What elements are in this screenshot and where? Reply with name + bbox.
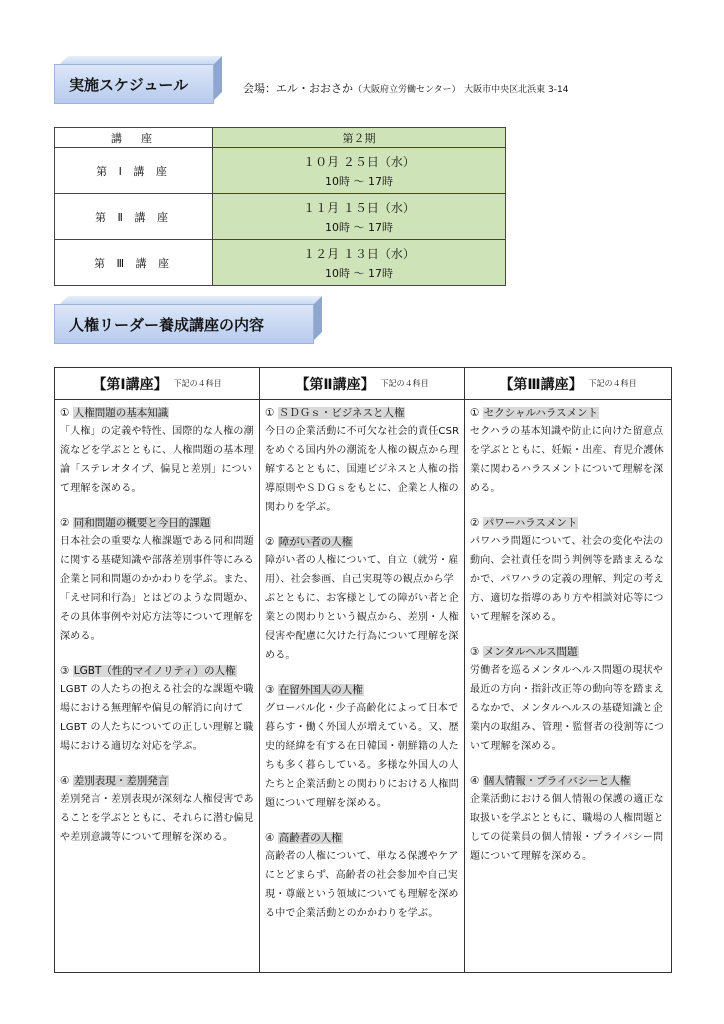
item-title: ＳＤＧｓ・ビジネスと人権 (278, 407, 405, 419)
item-title: 個人情報・プライバシーと人権 (483, 775, 631, 787)
item-description: 「人権」の定義や特性、国際的な人権の潮流などを学ぶとともに、人権問題の基本理論「ステレオタイプ、偏見と差別」について理解を深める。 (60, 426, 254, 494)
schedule-header-row (55, 128, 506, 148)
schedule-header-term: 第２期 (213, 128, 506, 148)
course-column-2 (260, 368, 465, 972)
item-number: ② (265, 536, 275, 548)
item-description: 障がい者の人権について、自立（就労・雇用）、社会参画、自己実現等の観点から学ぶとともに、お客様としての障がい者と企業との関わりという観点から、差別・人権侵害や配慮に欠けた行為について理解を深める。 (265, 555, 459, 661)
schedule-course: 第 Ⅰ 講 座 (55, 148, 213, 194)
schedule-course: 第 Ⅲ 講 座 (55, 240, 213, 286)
schedule-row (55, 240, 506, 286)
course-column-subtitle: 下記の４科目 (380, 379, 429, 388)
course-column-1 (55, 368, 260, 972)
course-item (265, 404, 460, 517)
course-item (470, 404, 667, 498)
venue-name: 会場：エル・おおさか (243, 82, 353, 95)
course-column-subtitle: 下記の４科目 (173, 379, 222, 388)
item-number: ③ (60, 665, 70, 677)
item-title: パワーハラスメント (483, 517, 578, 529)
item-description: 高齢者の人権について、単なる保護やケアにとどまらず、高齢者の社会参加や自己実現・尊厳という領域についても理解を深める中で企業活動とのかかわりを学ぶ。 (265, 851, 459, 919)
course-item (265, 681, 460, 813)
item-description: 日本社会の重要な人権課題である同和問題に関する基礎知識や部落差別事件等にみる企業と同和問題のかかわりを学ぶ。また、「えせ同和行為」とはどのような問題か、その具体事例や対応方法等について理解を深める。 (60, 536, 254, 642)
schedule-time: 10時 ～ 17時 (325, 266, 393, 280)
item-number: ① (265, 407, 275, 419)
schedule-table (54, 127, 506, 286)
course-column-title: 【第Ⅲ講座】 (499, 376, 583, 393)
course-column-title: 【第Ⅱ講座】 (295, 376, 375, 393)
content-section-title: 人権リーダー養成講座の内容 (54, 304, 314, 344)
item-number: ③ (470, 646, 480, 658)
item-description: 企業活動における個人情報の保護の適正な取扱いを学ぶとともに、職場の人権問題としての従業員の個人情報・プライバシー問題について理解を深める。 (470, 794, 664, 862)
schedule-section-title: 実施スケジュール (54, 64, 214, 104)
item-description: 差別発言・差別表現が深刻な人権侵害であることを学ぶとともに、それらに潜む偏見や差別意識等について理解を深める。 (60, 794, 254, 843)
schedule-header-course: 講 座 (55, 128, 213, 148)
schedule-course: 第 Ⅱ 講 座 (55, 194, 213, 240)
venue-info (243, 80, 568, 96)
item-number: ② (60, 517, 70, 529)
course-item (60, 662, 255, 756)
item-number: ④ (60, 775, 70, 787)
schedule-datetime (213, 194, 506, 240)
schedule-datetime (213, 240, 506, 286)
course-item (265, 533, 460, 665)
item-description: パワハラ問題について、社会の変化や法の動向、会社責任を問う判例等を踏まえるなかで、パワハラの定義の理解、判定の考え方、適切な指導のあり方や相談対応等について理解を深める。 (470, 536, 664, 623)
item-description: 今日の企業活動に不可欠な社会的責任CSRをめぐる国内外の潮流を人権の観点から理解するとともに、国連ビジネスと人権の指導原則やＳＤＧｓをもとに、企業と人権の関わりを学ぶ。 (265, 426, 460, 513)
item-number: ① (470, 407, 480, 419)
item-number: ② (470, 517, 480, 529)
schedule-date: １０月 ２５日（水） (303, 154, 415, 169)
schedule-time: 10時 ～ 17時 (325, 174, 393, 188)
course-column-header (465, 368, 671, 400)
item-description: セクハラの基本知識や防止に向けた留意点を学ぶとともに、妊娠・出産、育児介護休業に関わるハラスメントについて理解を深める。 (470, 426, 664, 494)
schedule-row (55, 148, 506, 194)
schedule-section-banner (54, 56, 222, 104)
course-item (60, 772, 255, 847)
item-number: ③ (265, 684, 275, 696)
course-item (265, 829, 460, 923)
item-title: 差別表現・差別発言 (73, 775, 169, 787)
item-title: 在留外国人の人権 (278, 684, 363, 696)
item-number: ④ (265, 832, 275, 844)
course-column-title: 【第Ⅰ講座】 (92, 376, 168, 393)
schedule-datetime (213, 148, 506, 194)
venue-detail: （大阪府立労働センター） (353, 85, 461, 95)
course-column-subtitle: 下記の４科目 (588, 379, 637, 388)
item-title: LGBT（性的マイノリティ）の人権 (73, 665, 236, 677)
item-title: 人権問題の基本知識 (73, 407, 169, 419)
course-item (470, 643, 667, 756)
item-title: メンタルヘルス問題 (483, 646, 578, 658)
item-title: 障がい者の人権 (278, 536, 353, 548)
item-description: 労働者を巡るメンタルヘルス問題の現状や最近の方向・指針改正等の動向等を踏まえるなかで、メンタルヘルスの基礎知識と企業内の取組み、管理・監督者の役割等について理解を深める。 (470, 665, 665, 752)
schedule-time: 10時 ～ 17時 (325, 220, 393, 234)
content-section-banner (54, 296, 322, 344)
course-column-header (55, 368, 259, 400)
item-title: 高齢者の人権 (278, 832, 342, 844)
course-column-3 (465, 368, 671, 972)
course-item (470, 514, 667, 627)
schedule-row (55, 194, 506, 240)
schedule-date: １１月 １５日（水） (303, 200, 415, 215)
venue-address: 大阪市中央区北浜東 3-14 (464, 85, 569, 95)
item-number: ① (60, 407, 70, 419)
course-content-table (54, 367, 672, 973)
course-column-header (260, 368, 464, 400)
course-item (60, 514, 255, 646)
item-title: 同和問題の概要と今日的課題 (73, 517, 211, 529)
item-number: ④ (470, 775, 480, 787)
course-item (470, 772, 667, 866)
schedule-date: １２月 １３日（水） (303, 246, 415, 261)
course-item (60, 404, 255, 498)
item-title: セクシャルハラスメント (483, 407, 599, 419)
item-description: グローバル化・少子高齢化によって日本で暮らす・働く外国人が増えている。又、歴史的経緯を有する在日韓国・朝鮮籍の人たちも多く暮らしている。多様な外国人の人たちと企業活動との関わりにおける人権問題について理解を深める。 (265, 703, 459, 809)
item-description: LGBT の人たちの抱える社会的な課題や職場における無理解や偏見の解消に向けて LGBT の人たちについての正しい理解と職場における適切な対応を学ぶ。 (60, 684, 254, 752)
